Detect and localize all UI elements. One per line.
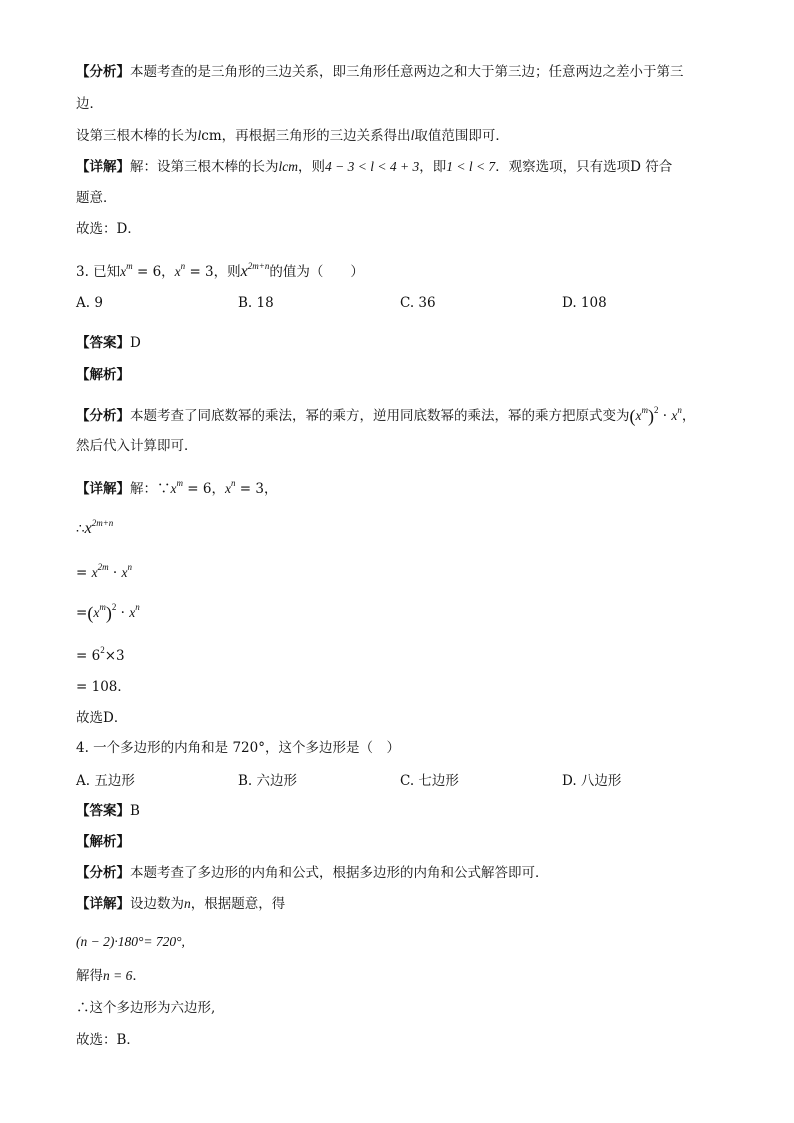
q3-detail — [76, 473, 277, 499]
s2-x1: x — [91, 565, 98, 580]
q3-x2: x — [174, 264, 181, 279]
s2-dot: · — [108, 565, 122, 581]
s4-eq: = — [76, 648, 88, 664]
s1-x: x — [84, 520, 92, 537]
q3-eq2: = 3 — [185, 264, 214, 280]
detail-cont: 题意． — [76, 190, 117, 206]
q3-exp-2: 2 — [654, 405, 659, 415]
s3-paren-close: ) — [105, 603, 112, 623]
q3-jiexi — [76, 365, 130, 385]
detail-text-a: 解：设第三根木棒的长为 — [130, 159, 279, 175]
inequality-1: 4 − 3 < l < 4 + 3 — [325, 159, 420, 174]
q3-choose — [76, 708, 127, 728]
q4-option-a: A. 五边形 — [76, 773, 135, 789]
q4-detail — [76, 894, 285, 914]
q3-x5: x — [671, 408, 678, 423]
q3-analysis-cont — [76, 436, 198, 456]
question-4 — [76, 738, 400, 758]
analysis-cont: 边． — [76, 96, 103, 112]
q3-step-3 — [76, 597, 140, 623]
q3-answer — [76, 333, 141, 353]
q4-solve-b: n = 6 — [103, 968, 133, 983]
detail-text-d: ．观察选项，只有选项D 符合 — [495, 159, 673, 175]
q4-solve — [76, 966, 146, 986]
s4-rest: ×3 — [104, 648, 125, 664]
s3-x2: x — [129, 605, 136, 620]
q4-equation-text: (n − 2)·180°= 720°, — [76, 934, 185, 949]
q3-d-eq1: = 6 — [183, 481, 212, 497]
q3-x1: x — [120, 264, 127, 279]
var-l: l — [197, 128, 202, 143]
q4-detail-a: 设边数为 — [130, 896, 184, 912]
q3-d-m: m — [176, 478, 183, 488]
s3-exp-m: m — [99, 602, 106, 612]
q3-d-x1: x — [170, 481, 177, 496]
s4-exp: 2 — [100, 645, 105, 655]
q3-analysis-tag: 【分析】 — [76, 408, 130, 424]
q3-choose-text: 故选D． — [76, 710, 128, 726]
q3-paren-close: ) — [648, 406, 654, 426]
q3-step-4 — [76, 640, 125, 666]
q3-d-n: n — [230, 478, 236, 488]
setup-end: 取值范围即可． — [414, 128, 509, 144]
q3-analysis-cont-text: 然后代入计算即可． — [76, 438, 198, 454]
detail-line-2 — [76, 188, 117, 208]
inequality-2: 1 < l < 7 — [446, 159, 496, 174]
q3-x4: x — [635, 408, 642, 423]
q4-option-c: C. 七边形 — [400, 773, 459, 789]
q4-choose-text: 故选：B． — [76, 1032, 140, 1048]
q3-analysis-text: 本题考查了同底数幂的乘法，幂的乘方，逆用同底数幂的乘法，幂的乘方把原式变为 — [130, 408, 630, 424]
q4-conclusion — [76, 998, 215, 1018]
s3-x1: x — [93, 605, 100, 620]
q3-d-x2: x — [224, 481, 231, 496]
q3-detail-a: 解：∵ — [130, 481, 171, 497]
s2-exp-2m: 2m — [97, 562, 109, 572]
answer-line-1 — [76, 219, 141, 239]
q4-jiexi — [76, 832, 130, 852]
q4-option-d: D. 八边形 — [562, 773, 622, 789]
q3-step-1 — [76, 513, 113, 539]
s2-x2: x — [121, 565, 128, 580]
q4-equation — [76, 932, 185, 952]
q3-answer-value: D — [130, 335, 141, 351]
unit-cm: cm — [201, 128, 222, 144]
s3-eq: = — [76, 605, 88, 621]
q4-option-b: B. 六边形 — [238, 773, 298, 789]
q3-exp-m-2: m — [641, 405, 648, 415]
q3-d-comma: ， — [211, 481, 225, 497]
q4-answer — [76, 801, 140, 821]
q3-d-eq2: = 3 — [235, 481, 264, 497]
q3-prefix: 3. 已知 — [76, 264, 121, 280]
q3-analysis — [76, 400, 695, 426]
q3-step-5 — [76, 677, 131, 697]
q4-choose — [76, 1030, 140, 1050]
setup-line — [76, 126, 509, 146]
analysis-line-2 — [76, 94, 103, 114]
setup-rest: ，再根据三角形的三边关系得出 — [221, 128, 411, 144]
s1-exp: 2m+n — [91, 518, 114, 528]
q4-analysis — [76, 863, 549, 883]
s3-exp-n: n — [135, 602, 140, 612]
q4-var-n: n — [184, 896, 191, 911]
s3-dot: · — [116, 605, 130, 621]
q4-answer-tag: 【答案】 — [76, 803, 130, 819]
var-l-2: l — [410, 128, 415, 143]
analysis-line-1 — [76, 62, 684, 82]
detail-tag: 【详解】 — [76, 159, 130, 175]
s3-paren-open: ( — [87, 603, 94, 623]
q3-step-2 — [76, 557, 132, 583]
answer-text-1: 故选：D． — [76, 221, 141, 237]
q3-option-b: B. 18 — [238, 295, 274, 311]
q3-exp-n-2: n — [677, 405, 682, 415]
q3-paren-open: ( — [629, 406, 636, 426]
q4-solve-a: 解得 — [76, 968, 103, 984]
question-3 — [76, 256, 364, 282]
q4-jiexi-tag: 【解析】 — [76, 834, 130, 850]
q4-conclusion-text: ∴这个多边形为六边形, — [76, 1000, 216, 1016]
q4-text: 4. 一个多边形的内角和是 720°，这个多边形是（ ） — [76, 740, 400, 756]
therefore-symbol: ∴ — [76, 521, 85, 537]
q3-jiexi-tag: 【解析】 — [76, 367, 130, 383]
s3-exp-2: 2 — [111, 602, 117, 612]
s2-eq: = — [76, 565, 88, 581]
q3-dot: · — [658, 408, 672, 424]
detail-line-1 — [76, 157, 672, 177]
s2-exp-n: n — [127, 562, 132, 572]
q3-x3: x — [240, 263, 248, 280]
q3-detail-tag: 【详解】 — [76, 481, 130, 497]
q3-option-a: A. 9 — [76, 295, 103, 311]
detail-text-b: ，则 — [298, 159, 325, 175]
setup-text: 设第三根木棒的长为 — [76, 128, 198, 144]
q3-mid: ，则 — [213, 264, 241, 280]
q3-exp-2m-n: 2m+n — [247, 261, 270, 271]
detail-unit: lcm — [278, 159, 298, 174]
q3-comma-2: ， — [681, 408, 696, 424]
q4-analysis-tag: 【分析】 — [76, 865, 130, 881]
q3-exp-m: m — [126, 261, 133, 271]
detail-text-c: ，即 — [419, 159, 447, 175]
q3-exp-n: n — [180, 261, 186, 271]
q3-eq1: = 6 — [132, 264, 162, 280]
q3-d-comma2: ， — [263, 481, 278, 497]
q3-comma: ， — [161, 264, 175, 280]
q4-solve-c: ． — [132, 968, 146, 984]
q3-suffix: 的值为（ ） — [269, 264, 364, 280]
s5-text: = 108． — [76, 679, 131, 695]
q3-option-c: C. 36 — [400, 295, 436, 311]
q4-detail-b: ，根据题意，得 — [190, 896, 286, 912]
analysis-text: 本题考查的是三角形的三边关系，即三角形任意两边之和大于第三边；任意两边之差小于第三 — [130, 64, 684, 80]
s4-base: 6 — [91, 648, 101, 664]
q4-answer-value: B — [130, 803, 140, 819]
q3-answer-tag: 【答案】 — [76, 335, 130, 351]
q4-detail-tag: 【详解】 — [76, 896, 130, 912]
analysis-tag: 【分析】 — [76, 64, 130, 80]
q4-analysis-text: 本题考查了多边形的内角和公式，根据多边形的内角和公式解答即可． — [130, 865, 549, 881]
q3-option-d: D. 108 — [562, 295, 607, 311]
